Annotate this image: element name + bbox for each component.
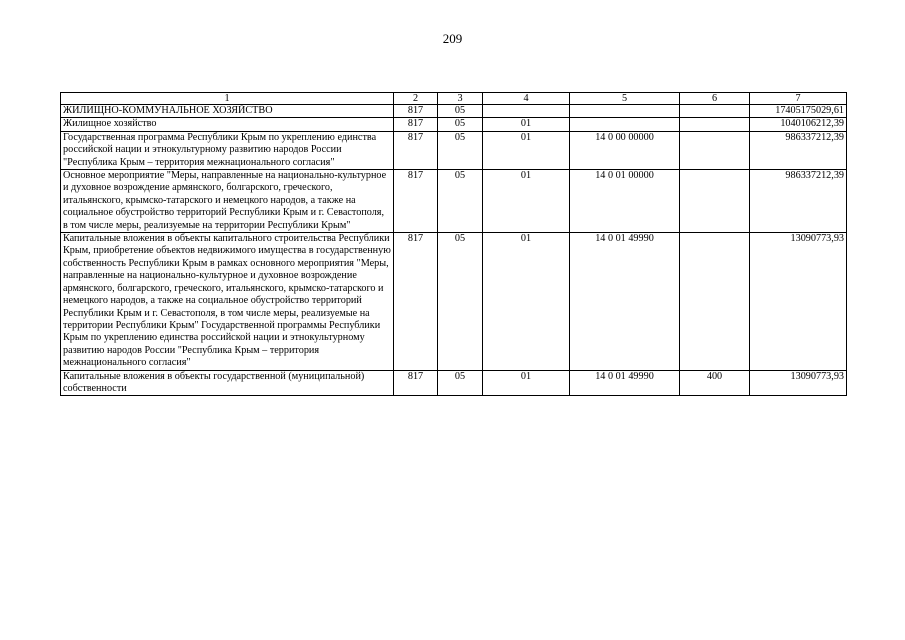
row-name: Жилищное хозяйство — [61, 118, 394, 131]
row-amount: 986337212,39 — [750, 170, 847, 233]
row-amount: 17405175029,61 — [750, 105, 847, 118]
row-code-2: 817 — [394, 370, 438, 396]
row-code-4 — [483, 105, 570, 118]
row-code-3: 05 — [438, 233, 483, 370]
column-header: 5 — [570, 93, 680, 105]
column-header: 1 — [61, 93, 394, 105]
row-code-6 — [680, 131, 750, 169]
row-code-4: 01 — [483, 370, 570, 396]
row-name: Капитальные вложения в объекты капитального строительства Республики Крым, приобретение объектов недвижимого имущества в государственную собственность Республики Крым в рамках основного мероприятия "Меры, направленные на национально-культурное и духовное возрождение армянского, болгарского, греческого, итальянского, крымско-татарского и немецкого народов, а также на социальное обустройство территорий Республики Крым и г. Севастополя, в том числе меры, реализуемые на территории Республики Крым" Государственной программы Республики Крым по укреплению единства российской нации и этнокультурному развитию народов России "Республика Крым – территория межнационального согласия" — [61, 233, 394, 370]
row-code-2: 817 — [394, 170, 438, 233]
row-amount: 1040106212,39 — [750, 118, 847, 131]
row-code-5 — [570, 118, 680, 131]
row-code-4: 01 — [483, 170, 570, 233]
row-amount: 986337212,39 — [750, 131, 847, 169]
row-code-6: 400 — [680, 370, 750, 396]
row-name: Государственная программа Республики Крым по укреплению единства российской нации и этнокультурному развитию народов России "Республика Крым – территория межнационального согласия" — [61, 131, 394, 169]
row-code-4: 01 — [483, 233, 570, 370]
row-code-3: 05 — [438, 131, 483, 169]
row-code-2: 817 — [394, 105, 438, 118]
row-name: Основное мероприятие "Меры, направленные на национально-культурное и духовное возрождение армянского, болгарского, греческого, итальянского, крымско-татарского и немецкого народов, а также на социальное обустройство территорий Республики Крым и г. Севастополя, в том числе меры, реализуемые на территории Республики Крым" — [61, 170, 394, 233]
row-code-4: 01 — [483, 131, 570, 169]
row-code-4: 01 — [483, 118, 570, 131]
row-code-3: 05 — [438, 370, 483, 396]
row-code-5: 14 0 01 49990 — [570, 370, 680, 396]
row-code-3: 05 — [438, 105, 483, 118]
row-code-5: 14 0 00 00000 — [570, 131, 680, 169]
table-row — [61, 233, 847, 370]
table-row — [61, 105, 847, 118]
table-row — [61, 118, 847, 131]
table-row — [61, 170, 847, 233]
column-header: 4 — [483, 93, 570, 105]
row-code-3: 05 — [438, 118, 483, 131]
row-amount: 13090773,93 — [750, 370, 847, 396]
row-name: Капитальные вложения в объекты государственной (муниципальной) собственности — [61, 370, 394, 396]
column-header: 3 — [438, 93, 483, 105]
header-row — [61, 93, 847, 105]
row-code-2: 817 — [394, 233, 438, 370]
row-code-2: 817 — [394, 131, 438, 169]
row-code-6 — [680, 118, 750, 131]
column-header: 6 — [680, 93, 750, 105]
row-code-5: 14 0 01 49990 — [570, 233, 680, 370]
table-row — [61, 370, 847, 396]
budget-table — [60, 92, 847, 396]
row-code-6 — [680, 233, 750, 370]
table-row — [61, 131, 847, 169]
page-number: 209 — [442, 31, 463, 46]
column-header: 2 — [394, 93, 438, 105]
row-code-6 — [680, 105, 750, 118]
row-code-3: 05 — [438, 170, 483, 233]
row-code-5: 14 0 01 00000 — [570, 170, 680, 233]
row-name: ЖИЛИЩНО-КОММУНАЛЬНОЕ ХОЗЯЙСТВО — [61, 105, 394, 118]
column-header: 7 — [750, 93, 847, 105]
row-code-2: 817 — [394, 118, 438, 131]
row-amount: 13090773,93 — [750, 233, 847, 370]
row-code-6 — [680, 170, 750, 233]
row-code-5 — [570, 105, 680, 118]
